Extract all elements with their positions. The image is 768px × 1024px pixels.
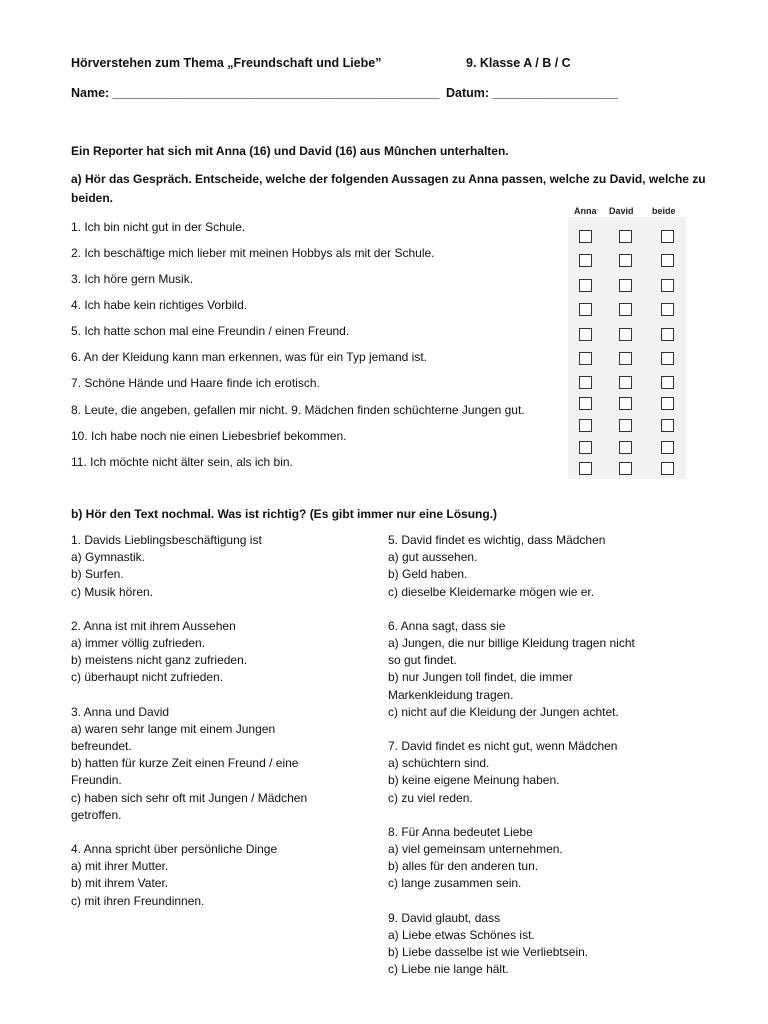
question-option: c) Musik hören. xyxy=(71,584,154,599)
question-option: c) mit ihren Freundinnen. xyxy=(71,893,205,908)
question-option: c) dieselbe Kleidemarke mögen wie er. xyxy=(388,584,595,599)
checkbox-beide[interactable] xyxy=(661,230,674,243)
checkbox-anna[interactable] xyxy=(579,352,592,365)
question-option: a) Liebe etwas Schönes ist. xyxy=(388,927,535,942)
checkbox-david[interactable] xyxy=(619,230,632,243)
checkbox-beide[interactable] xyxy=(661,376,674,389)
question-option: b) hatten für kurze Zeit einen Freund / eine xyxy=(71,756,299,771)
question-stem: 5. David findet es wichtig, dass Mädchen xyxy=(388,533,606,547)
column-header-beide: beide xyxy=(652,206,676,216)
question-stem: 1. Davids Lieblingsbeschäftigung ist xyxy=(71,533,262,547)
question-option: Markenkleidung tragen. xyxy=(388,687,514,702)
question-option: a) immer völlig zufrieden. xyxy=(71,636,206,651)
column-header-david: David xyxy=(609,206,634,216)
statement-item: 8. Leute, die angeben, gefallen mir nicht. 9. Mädchen finden schüchterne Jungen gut. xyxy=(71,403,525,417)
statement-item: 5. Ich hatte schon mal eine Freundin / einen Freund. xyxy=(71,324,350,338)
checkbox-beide[interactable] xyxy=(661,419,674,432)
name-field-label: Name: _______________________________________________ xyxy=(71,86,440,100)
question-block xyxy=(71,532,307,601)
checkbox-david[interactable] xyxy=(619,441,632,454)
statement-item: 10. Ich habe noch nie einen Liebesbrief bekommen. xyxy=(71,429,347,443)
checkbox-beide[interactable] xyxy=(661,254,674,267)
question-option: so gut findet. xyxy=(388,653,457,668)
question-option: a) gut aussehen. xyxy=(388,550,478,565)
question-stem: 3. Anna und David xyxy=(71,704,170,719)
question-option: c) lange zusammen sein. xyxy=(388,876,522,891)
question-option: c) Liebe nie lange hält. xyxy=(388,962,509,977)
checkbox-david[interactable] xyxy=(619,303,632,316)
checkbox-david[interactable] xyxy=(619,397,632,410)
checkbox-anna[interactable] xyxy=(579,328,592,341)
question-option: a) Gymnastik. xyxy=(71,550,146,565)
checkbox-david[interactable] xyxy=(619,462,632,475)
question-block xyxy=(388,910,635,979)
question-option: b) Surfen. xyxy=(71,567,124,582)
checkbox-anna[interactable] xyxy=(579,441,592,454)
question-stem: 7. David findet es nicht gut, wenn Mädchen xyxy=(388,739,618,754)
questions-left-column xyxy=(71,532,307,927)
question-option: b) nur Jungen toll findet, die immer xyxy=(388,670,573,685)
checkbox-beide[interactable] xyxy=(661,397,674,410)
question-option: a) schüchtern sind. xyxy=(388,756,490,771)
statement-item: 1. Ich bin nicht gut in der Schule. xyxy=(71,220,246,234)
checkbox-david[interactable] xyxy=(619,328,632,341)
checkbox-anna[interactable] xyxy=(579,303,592,316)
question-stem: 8. Für Anna bedeutet Liebe xyxy=(388,824,533,839)
statement-item: 11. Ich möchte nicht älter sein, als ich bin. xyxy=(71,455,293,469)
question-stem: 2. Anna ist mit ihrem Aussehen xyxy=(71,618,236,633)
question-stem: 6. Anna sagt, dass sie xyxy=(388,618,506,633)
question-block xyxy=(71,704,307,824)
question-option: b) Liebe dasselbe ist wie Verliebtsein. xyxy=(388,945,589,960)
question-option: a) mit ihrer Mutter. xyxy=(71,859,169,874)
question-option: b) keine eigene Meinung haben. xyxy=(388,773,560,788)
question-stem: 4. Anna spricht über persönliche Dinge xyxy=(71,842,278,857)
column-header-anna: Anna xyxy=(574,206,597,216)
checkbox-anna[interactable] xyxy=(579,254,592,267)
question-block xyxy=(388,618,635,721)
question-option: a) Jungen, die nur billige Kleidung tragen nicht xyxy=(388,636,635,651)
checkbox-beide[interactable] xyxy=(661,352,674,365)
question-stem: 9. David glaubt, dass xyxy=(388,910,501,925)
question-option: c) überhaupt nicht zufrieden. xyxy=(71,670,224,685)
question-block xyxy=(388,532,635,601)
statement-item: 4. Ich habe kein richtiges Vorbild. xyxy=(71,298,248,312)
statement-item: 6. An der Kleidung kann man erkennen, was für ein Typ jemand ist. xyxy=(71,350,427,364)
class-label: 9. Klasse A / B / C xyxy=(466,56,571,70)
statement-item: 2. Ich beschäftige mich lieber mit meinen Hobbys als mit der Schule. xyxy=(71,246,435,260)
question-block xyxy=(71,841,307,910)
checkbox-anna[interactable] xyxy=(579,462,592,475)
checkbox-beide[interactable] xyxy=(661,462,674,475)
question-option: b) alles für den anderen tun. xyxy=(388,859,539,874)
question-block xyxy=(71,618,307,687)
question-option: b) meistens nicht ganz zufrieden. xyxy=(71,653,248,668)
question-option: b) Geld haben. xyxy=(388,567,468,582)
checkbox-david[interactable] xyxy=(619,254,632,267)
checkbox-anna[interactable] xyxy=(579,376,592,389)
checkbox-david[interactable] xyxy=(619,279,632,292)
checkbox-anna[interactable] xyxy=(579,230,592,243)
checkbox-beide[interactable] xyxy=(661,328,674,341)
checkbox-anna[interactable] xyxy=(579,419,592,432)
intro-text: Ein Reporter hat sich mit Anna (16) und David (16) aus Mûnchen unterhalten. xyxy=(71,144,509,158)
question-option: a) viel gemeinsam unternehmen. xyxy=(388,842,563,857)
checkbox-beide[interactable] xyxy=(661,441,674,454)
statement-item: 3. Ich höre gern Musik. xyxy=(71,272,194,286)
question-option: befreundet. xyxy=(71,739,132,754)
checkbox-anna[interactable] xyxy=(579,397,592,410)
question-option: getroffen. xyxy=(71,807,122,822)
checkbox-beide[interactable] xyxy=(661,303,674,316)
question-option: a) waren sehr lange mit einem Jungen xyxy=(71,721,276,736)
checkbox-david[interactable] xyxy=(619,352,632,365)
question-option: b) mit ihrem Vater. xyxy=(71,876,169,891)
statement-item: 7. Schöne Hände und Haare finde ich erotisch. xyxy=(71,376,320,390)
part-b-instruction: b) Hör den Text nochmal. Was ist richtig? (Es gibt immer nur eine Lösung.) xyxy=(71,507,498,521)
question-option: c) zu viel reden. xyxy=(388,790,473,805)
worksheet-title: Hörverstehen zum Thema „Freundschaft und Liebe” xyxy=(71,56,382,70)
checkbox-beide[interactable] xyxy=(661,279,674,292)
question-block xyxy=(388,824,635,893)
part-a-instruction-2: beiden. xyxy=(71,191,114,205)
date-field-label: Datum: __________________ xyxy=(446,86,618,100)
question-block xyxy=(388,738,635,807)
questions-right-column xyxy=(388,532,635,995)
question-option: c) haben sich sehr oft mit Jungen / Mädchen xyxy=(71,790,308,805)
part-a-instruction-1: a) Hör das Gespräch. Entscheide, welche der folgenden Aussagen zu Anna passen, welche zu David, welche zu xyxy=(71,172,706,186)
question-option: c) nicht auf die Kleidung der Jungen achtet. xyxy=(388,704,619,719)
checkbox-david[interactable] xyxy=(619,419,632,432)
question-option: Freundin. xyxy=(71,773,122,788)
checkbox-anna[interactable] xyxy=(579,279,592,292)
checkbox-david[interactable] xyxy=(619,376,632,389)
